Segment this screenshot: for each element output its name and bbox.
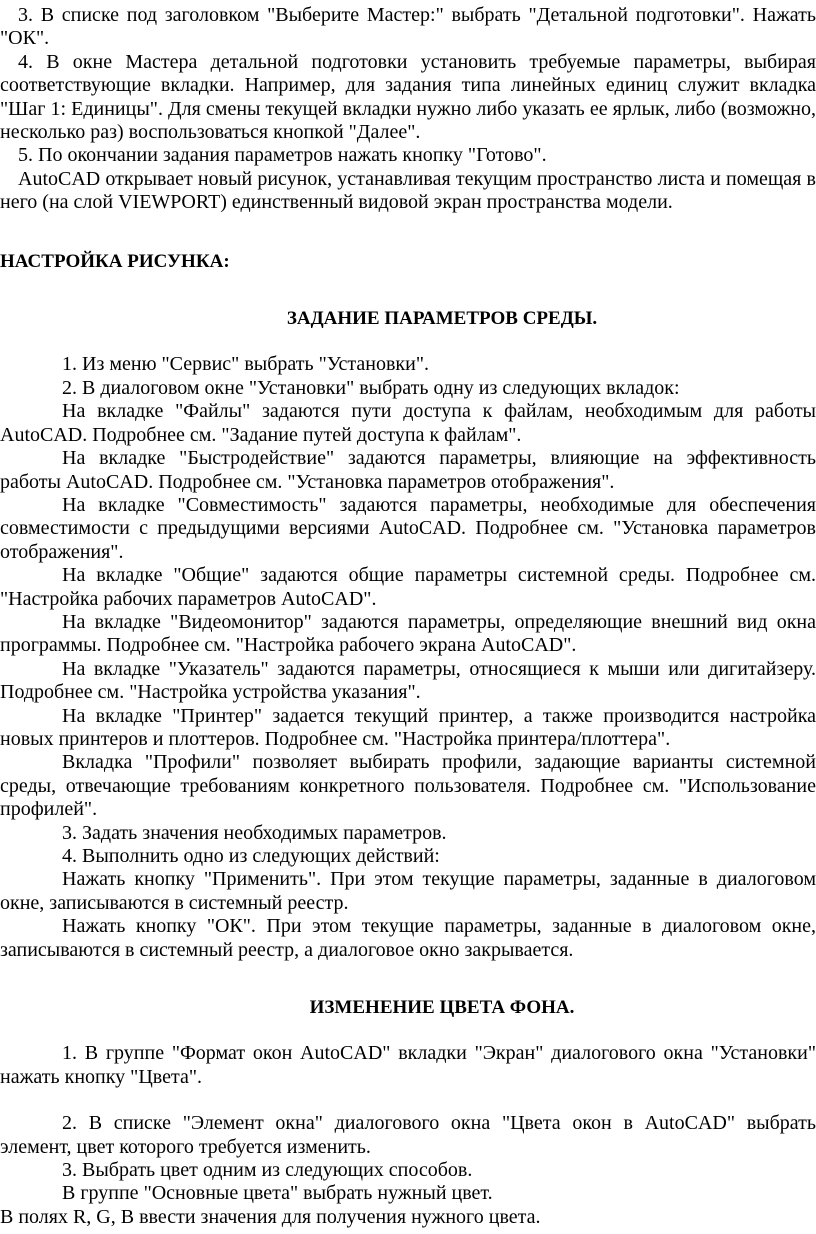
bg-step-2: 2. В списке "Элемент окна" диалогового окна "Цвета окон в AutoCAD" выбрать элемент, цвет которого требуется изменить.	[0, 1112, 816, 1158]
intro-paragraph-4: AutoCAD открывает новый рисунок, устанавливая текущим пространство листа и помещая в него (на слой VIEWPORT) единственный видовой экран пространства модели.	[0, 167, 816, 214]
env-tab-pointer: На вкладке "Указатель" задаются параметры, относящиеся к мыши или дигитайзеру. Подробнее см. "Настройка устройства указания".	[0, 657, 816, 704]
bg-option-rgb: В полях R, G, B ввести значения для получения нужного цвета.	[0, 1205, 541, 1228]
environment-settings-heading: ЗАДАНИЕ ПАРАМЕТРОВ СРЕДЫ.	[286, 308, 598, 330]
env-tab-general: На вкладке "Общие" задаются общие параметры системной среды. Подробнее см. "Настройка рабочих параметров AutoCAD".	[0, 564, 816, 610]
env-tab-printer: На вкладке "Принтер" задается текущий принтер, а также производится настройка новых принтеров и плоттеров. Подробнее см. "Настройка принтера/плоттера".	[0, 704, 816, 750]
env-tab-compatibility: На вкладке "Совместимость" задаются параметры, необходимые для обеспечения совместимости с предыдущими версиями AutoCAD. Подробнее см. "Установка параметров отображения".	[0, 493, 816, 563]
bg-step-3: 3. Выбрать цвет одним из следующих способов.	[62, 1159, 473, 1182]
env-item-3: 3. Задать значения необходимых параметров.	[62, 821, 447, 844]
env-item-1: 1. Из меню "Сервис" выбрать "Установки".	[62, 353, 430, 376]
env-action-apply: Нажать кнопку "Применить". При этом текущие параметры, заданные в диалоговом окне, записываются в системный реестр.	[0, 868, 816, 914]
bg-option-basic-colors: В группе "Основные цвета" выбрать нужный цвет.	[62, 1182, 493, 1205]
env-item-4: 4. Выполнить одно из следующих действий:	[62, 845, 440, 867]
env-tab-files: На вкладке "Файлы" задаются пути доступа к файлам, необходимым для работы AutoCAD. Подробнее см. "Задание путей доступа к файлам".	[0, 400, 816, 446]
env-action-ok: Нажать кнопку "ОК". При этом текущие параметры, заданные в диалоговом окне, записываются в системный реестр, а диалоговое окно закрывается.	[0, 915, 816, 961]
intro-paragraph-3: 5. По окончании задания параметров нажать кнопку "Готово".	[18, 144, 547, 167]
env-tab-display: На вкладке "Видеомонитор" задаются параметры, определяющие внешний вид окна программы. Подробнее см. "Настройка рабочего экрана AutoCAD".	[0, 610, 816, 657]
intro-paragraph-2: 4. В окне Мастера детальной подготовки установить требуемые параметры, выбирая соответствующие вкладки. Например, для задания типа линейных единиц служит вкладка "Шаг 1: Единицы". Для смены текущей вкладки нужно либо указать ее ярлык, либо (возможно, несколько раз) воспользоваться кнопкой "Далее".	[0, 50, 816, 144]
background-color-heading: ИЗМЕНЕНИЕ ЦВЕТА ФОНА.	[309, 997, 575, 1019]
bg-step-1: 1. В группе "Формат окон AutoCAD" вкладки "Экран" диалогового окна "Установки" нажать кнопку "Цвета".	[0, 1042, 816, 1088]
env-tab-profiles: Вкладка "Профили" позволяет выбирать профили, задающие варианты системной среды, отвечающие требованиям конкретного пользователя. Подробнее см. "Использование профилей".	[0, 751, 816, 821]
env-item-2: 2. В диалоговом окне "Установки" выбрать одну из следующих вкладок:	[62, 376, 680, 399]
env-tab-performance: На вкладке "Быстродействие" задаются параметры, влияющие на эффективность работы AutoCAD. Подробнее см. "Установка параметров отображения".	[0, 447, 816, 493]
drawing-setup-heading: НАСТРОЙКА РИСУНКА:	[0, 250, 230, 272]
intro-paragraph-1: 3. В списке под заголовком "Выберите Мастер:" выбрать "Детальной подготовки". Нажать "ОК".	[0, 4, 816, 50]
